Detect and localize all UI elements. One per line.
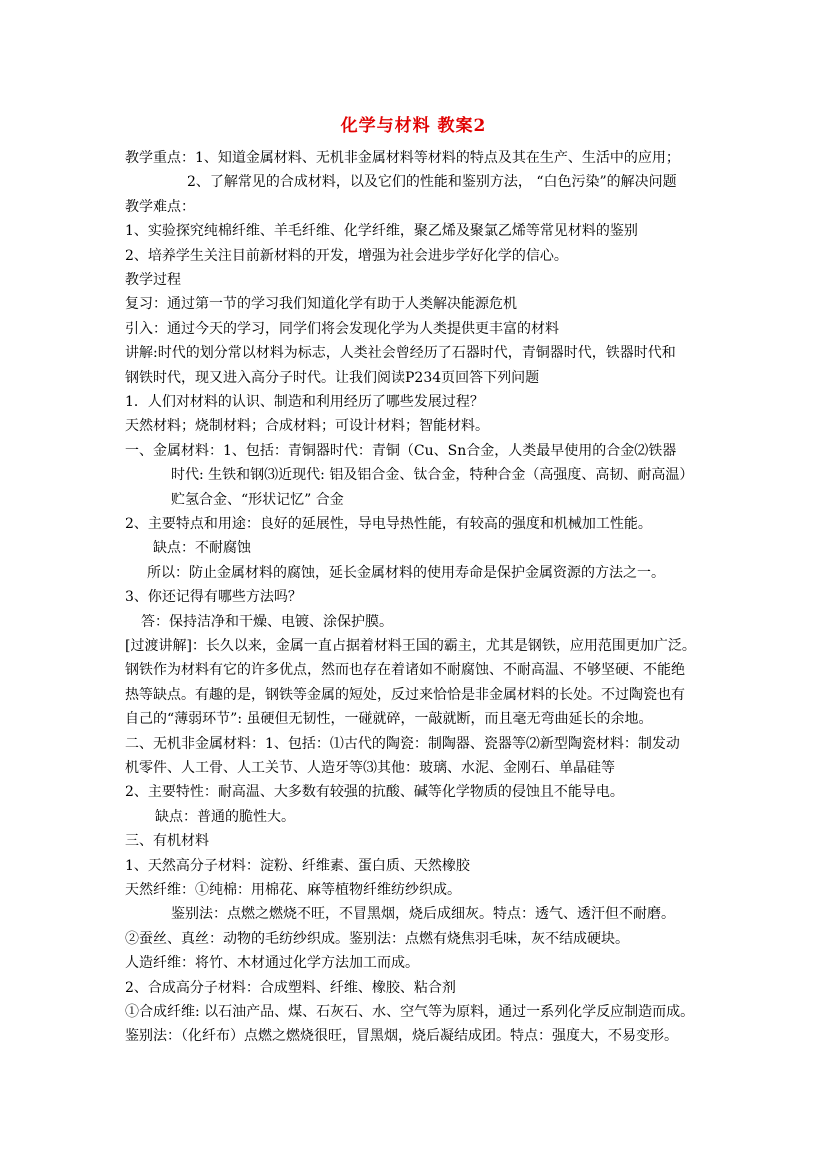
body-line: 热等缺点。有趣的是，钢铁等金属的短处，反过来恰恰是非金属材料的长处。不过陶瓷也有 <box>125 686 685 703</box>
body-line: 天然材料；烧制材料；合成材料；可设计材料；智能材料。 <box>125 418 489 435</box>
body-line: 1、天然高分子材料：淀粉、纤维素、蛋白质、天然橡胶 <box>125 857 470 874</box>
body-line: 答：保持洁净和干燥、电镀、涂保护膜。 <box>141 613 393 630</box>
body-line: 天然纤维：①纯棉：用棉花、麻等植物纤维纺纱织成。 <box>125 882 461 898</box>
body-line: 教学难点： <box>125 198 195 215</box>
body-line: 引入：通过今天的学习，同学们将会发现化学为人类提供更丰富的材料 <box>125 320 559 337</box>
body-line: 缺点：不耐腐蚀 <box>153 540 251 557</box>
body-line: 教学过程 <box>125 272 181 288</box>
body-line: 自己的“薄弱环节”: 虽硬但无韧性，一碰就碎，一敲就断，而且毫无弯曲延长的余地。 <box>125 711 653 728</box>
body-line: 2、合成高分子材料：合成塑料、纤维、橡胶、粘合剂 <box>125 979 456 996</box>
body-line: 教学重点：1、知道金属材料、无机非金属材料等材料的特点及其在生产、生活中的应用； <box>125 150 680 166</box>
body-line: 时代: 生铁和钢⑶近现代: 铝及铝合金、钛合金，特种合金（高强度、高韧、耐高温） <box>171 467 694 484</box>
body-line: 复习：通过第一节的学习我们知道化学有助于人类解决能源危机 <box>125 296 517 313</box>
body-line: 1、实验探究纯棉纤维、羊毛纤维、化学纤维，聚乙烯及聚氯乙烯等常见材料的鉴别 <box>125 223 638 240</box>
body-line: 所以：防止金属材料的腐蚀，延长金属材料的使用寿命是保护金属资源的方法之一。 <box>147 564 665 581</box>
body-line: 鉴别法：点燃之燃烧不旺，不冒黑烟，烧后成细灰。特点：透气、透汗但不耐磨。 <box>171 906 675 923</box>
body-line: 贮氢合金、“形状记忆” 合金 <box>171 491 344 508</box>
body-line: 2、主要特点和用途：良好的延展性，导电导热性能，有较高的强度和机械加工性能。 <box>125 516 652 532</box>
body-line: 鉴别法：（化纤布）点燃之燃烧很旺，冒黑烟，烧后凝结成团。特点：强度大，不易变形。 <box>125 1028 678 1045</box>
body-line: 缺点：普通的脆性大。 <box>155 808 295 825</box>
document-title: 化学与材料 教案2 <box>340 116 487 136</box>
body-line: 二、无机非金属材料：1、包括：⑴古代的陶瓷：制陶器、瓷器等⑵新型陶瓷材料：制发动 <box>125 735 680 752</box>
body-line: 1．人们对材料的认识、制造和利用经历了哪些发展过程？ <box>125 394 484 410</box>
body-line: 2、了解常见的合成材料，以及它们的性能和鉴别方法， “白色污染”的解决问题 <box>187 174 677 191</box>
body-line: 3、你还记得有哪些方法吗？ <box>125 589 302 606</box>
body-line: [过渡讲解]：长久以来，金属一直占据着材料王国的霸主，尤其是钢铁，应用范围更加广泛。 <box>125 638 696 654</box>
body-line: 一、金属材料：1、包括：青铜器时代：青铜（Cu、Sn合金，人类最早使用的合金⑵铁器 <box>125 442 677 459</box>
body-line: 机零件、人工骨、人工关节、人造牙等⑶其他：玻璃、水泥、金刚石、单晶硅等 <box>125 760 615 776</box>
body-line: ①合成纤维: 以石油产品、煤、石灰石、水、空气等为原料，通过一系列化学反应制造而成。 <box>125 1004 695 1020</box>
body-line: 人造纤维：将竹、木材通过化学方法加工而成。 <box>125 955 419 972</box>
body-line: 三、有机材料 <box>125 833 209 850</box>
body-line: 2、主要特性：耐高温、大多数有较强的抗酸、碱等化学物质的侵蚀且不能导电。 <box>125 784 624 801</box>
body-line: 讲解:时代的划分常以材料为标志，人类社会曾经历了石器时代，青铜器时代，铁器时代和 <box>125 345 676 362</box>
body-line: ②蚕丝、真丝：动物的毛纺纱织成。鉴别法：点燃有烧焦羽毛味，灰不结成硬块。 <box>125 930 629 947</box>
body-line: 2、培养学生关注目前新材料的开发，增强为社会进步学好化学的信心。 <box>125 247 568 264</box>
body-line: 钢铁作为材料有它的许多优点，然而也存在着诸如不耐腐蚀、不耐高温、不够坚硬、不能绝 <box>125 662 685 679</box>
body-line: 钢铁时代，现又进入高分子时代。让我们阅读P234页回答下列问题 <box>125 369 540 386</box>
